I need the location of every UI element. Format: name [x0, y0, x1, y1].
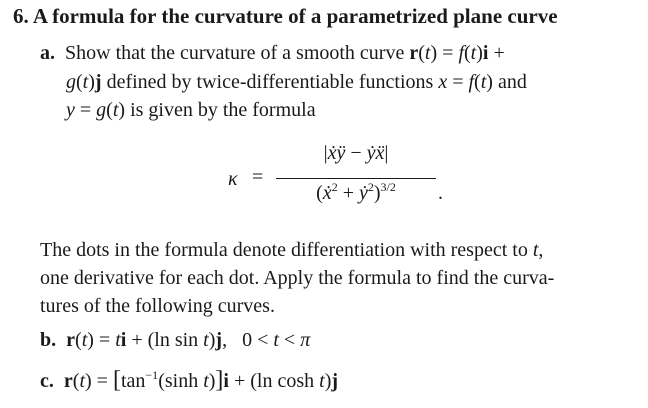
formula-period: .	[438, 182, 443, 204]
part-a-text-1: Show that the curvature of a smooth curve r(t) = f(t)i +	[60, 42, 505, 64]
formula-kappa: κ	[228, 168, 238, 190]
part-c	[40, 368, 338, 393]
formula-numerator: |ẋÿ − ẏẍ|	[323, 142, 389, 164]
explanation-line-2: one derivative for each dot. Apply the formula to find the curva-	[40, 267, 555, 289]
explanation-line-3: tures of the following curves.	[40, 295, 275, 317]
problem-heading	[13, 4, 558, 28]
part-b	[40, 328, 310, 352]
part-b-expression: r(t) = ti + (ln sin t)j, 0 < t < π	[66, 329, 311, 351]
part-c-expression: $r(t) = [\tan^{-1}(\sinh$ t)]i + (ln cosh t)j	[63, 367, 339, 393]
part-a-label: a.	[40, 42, 55, 64]
fraction-bar	[276, 178, 436, 179]
part-c-label: c.	[40, 370, 54, 392]
formula-denominator: (ẋ$^2$ + ẏ$^2$)$^{3/2}$	[316, 180, 396, 204]
formula-equals: =	[252, 166, 264, 188]
part-a-line-3: y = g(t) is given by the formula	[66, 99, 316, 121]
explanation-line-1: The dots in the formula denote differentiation with respect to t,	[40, 239, 544, 261]
part-a-line-1	[40, 41, 505, 65]
part-b-label: b.	[40, 329, 57, 351]
problem-title: A formula for the curvature of a parametrized plane curve	[32, 4, 558, 28]
problem-number: 6.	[13, 4, 29, 28]
part-a-line-2: g(t)j defined by twice-differentiable functions x = f(t) and	[66, 71, 527, 93]
